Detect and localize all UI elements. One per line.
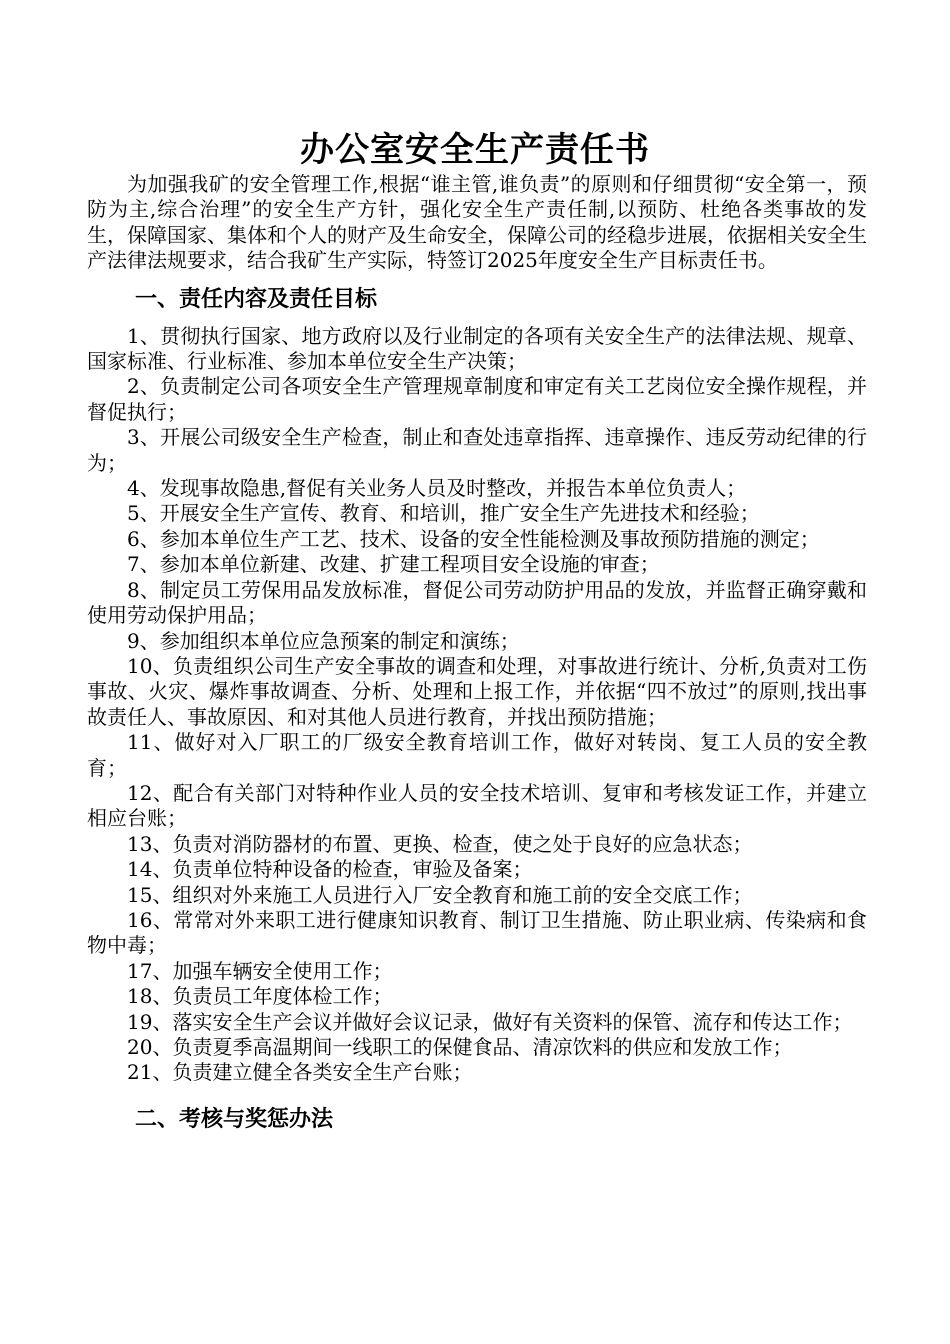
document-body [87, 172, 867, 1144]
list-item: 6、参加本单位生产工艺、技术、设备的安全性能检测及事故预防措施的测定； [127, 526, 820, 551]
list-item: 8、制定员工劳保用品发放标准，督促公司劳动防护用品的发放，并监督正确穿戴和使用劳动保护用品； [87, 577, 867, 628]
list-item: 13、负责对消防器材的布置、更换、检查，使之处于良好的应急状态； [127, 831, 753, 856]
list-item: 20、负责夏季高温期间一线职工的保健食品、清凉饮料的供应和发放工作； [127, 1035, 793, 1059]
list-item: 9、参加组织本单位应急预案的制定和演练； [127, 628, 520, 653]
list-item: 2、负责制定公司各项安全生产管理规章制度和审定有关工艺岗位安全操作规程，并督促执行； [87, 374, 867, 424]
list-item: 10、负责组织公司生产安全事故的调查和处理，对事故进行统计、分析,负责对工伤事故、火灾、爆炸事故调查、分析、处理和上报工作，并依据“四不放过”的原则,找出事故责任人、事故原因、和对其他人员进行教育，并找出预防措施； [87, 653, 867, 729]
section-heading-assessment: 二、考核与奖惩办法 [135, 1105, 334, 1132]
list-item: 21、负责建立健全各类安全生产台账； [127, 1060, 473, 1085]
list-item: 17、加强车辆安全使用工作； [127, 958, 393, 983]
list-item: 14、负责单位特种设备的检查，审验及备案； [127, 857, 533, 882]
section-heading-responsibilities: 一、责任内容及责任目标 [135, 285, 378, 312]
list-item: 5、开展安全生产宣传、教育、和培训，推广安全生产先进技术和经验； [127, 501, 760, 526]
document-title: 办公室安全生产责任书 [300, 130, 650, 170]
list-item: 7、参加本单位新建、改建、扩建工程项目安全设施的审查； [127, 552, 660, 577]
list-item: 4、发现事故隐患,督促有关业务人员及时整改，并报告本单位负责人； [127, 476, 747, 501]
list-item: 3、开展公司级安全生产检查，制止和查处违章指挥、违章操作、违反劳动纪律的行为； [87, 425, 867, 475]
list-item: 16、常常对外来职工进行健康知识教育、制订卫生措施、防止职业病、传染病和食物中毒； [87, 907, 867, 958]
list-item: 18、负责员工年度体检工作； [127, 984, 393, 1009]
list-item: 11、做好对入厂职工的厂级安全教育培训工作，做好对转岗、复工人员的安全教育； [87, 730, 867, 780]
responsibility-list [87, 324, 867, 1086]
list-item: 1、贯彻执行国家、地方政府以及行业制定的各项有关安全生产的法律法规、规章、国家标准、行业标准、参加本单位安全生产决策； [87, 323, 867, 374]
list-item: 12、配合有关部门对特种作业人员的安全技术培训、复审和考核发证工作，并建立相应台账； [87, 780, 867, 831]
list-item: 19、落实安全生产会议并做好会议记录，做好有关资料的保管、流存和传达工作； [127, 1009, 853, 1034]
list-item: 15、组织对外来施工人员进行入厂安全教育和施工前的安全交底工作； [127, 882, 753, 907]
intro-paragraph: 为加强我矿的安全管理工作,根据“谁主管,谁负责”的原则和仔细贯彻“安全第一，预防为主,综合治理”的安全生产方针，强化安全生产责任制,以预防、杜绝各类事故的发生，保障国家、集体和个人的财产及生命安全，保障公司的经稳步进展，依据相关安全生产法律法规要求，结合我矿生产实际，特签订2025年度安全生产目标责任书。 [87, 172, 867, 273]
